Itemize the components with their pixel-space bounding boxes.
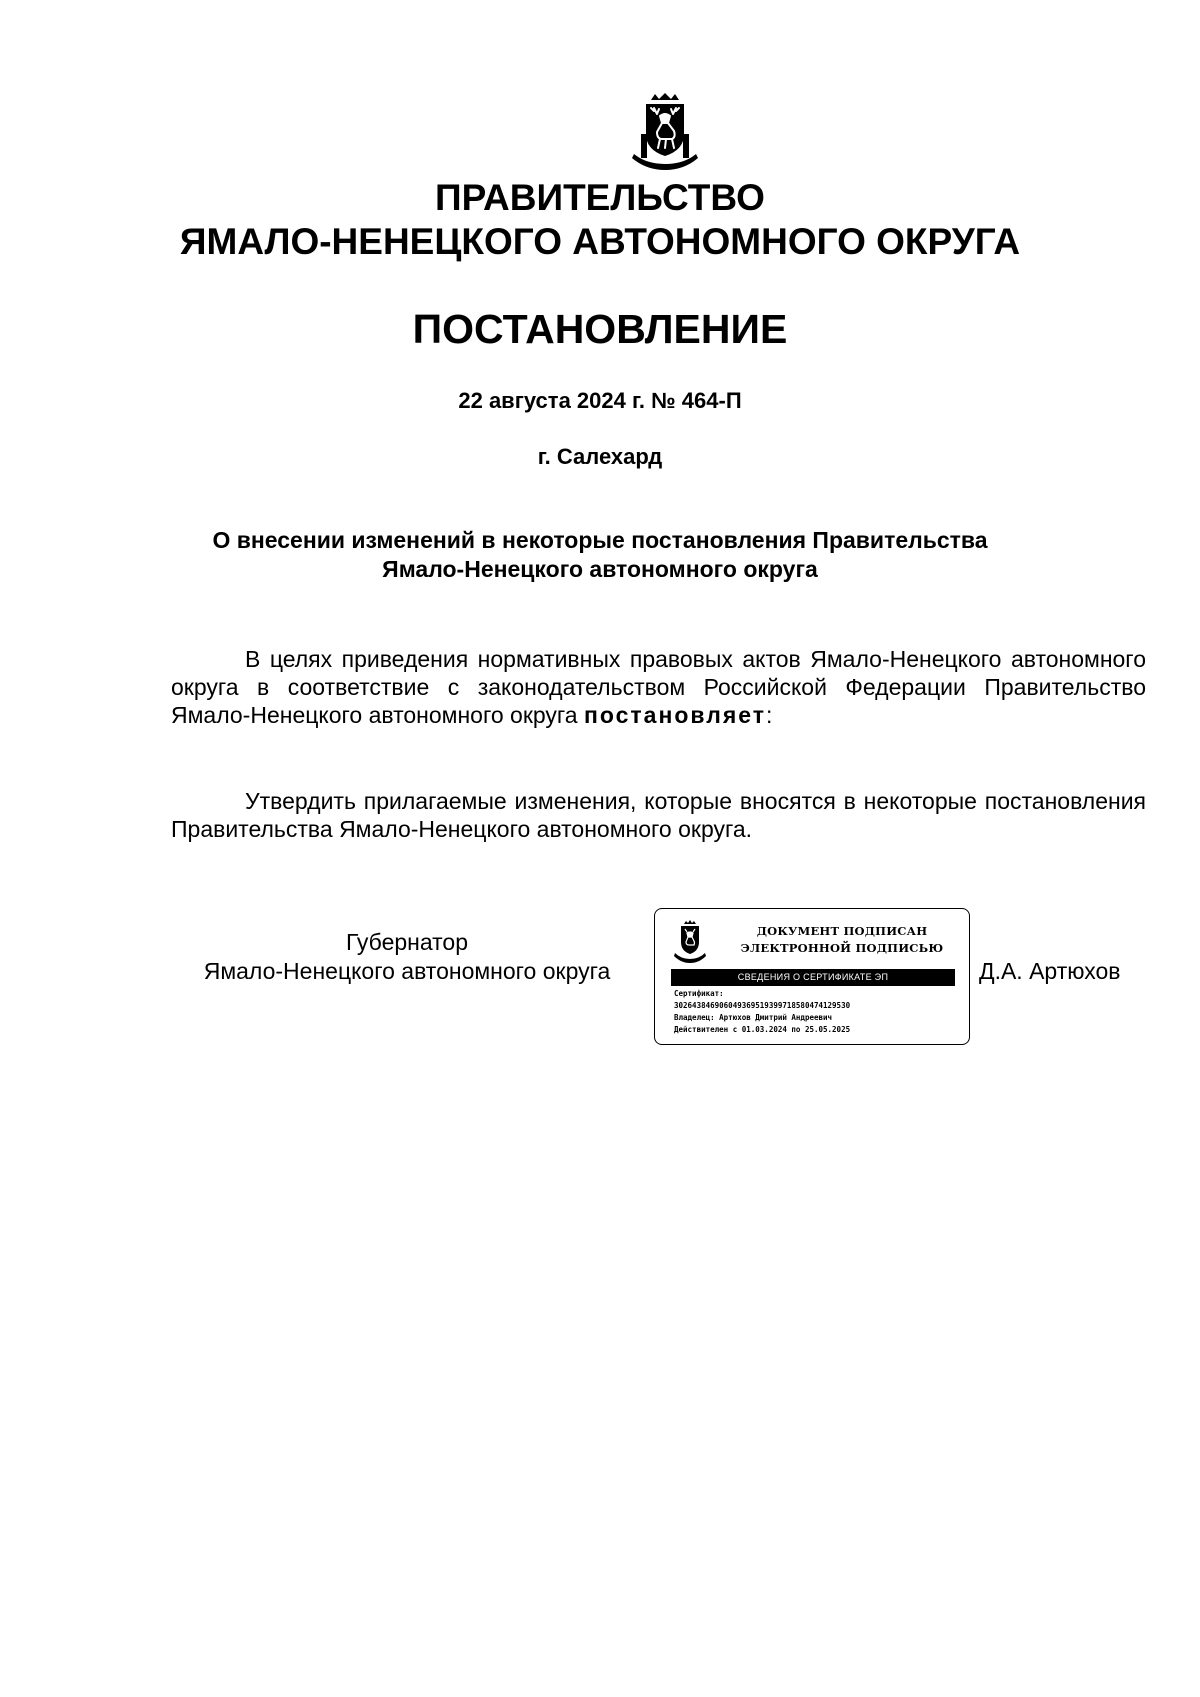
stamp-heading-line2: ЭЛЕКТРОННОЙ ПОДПИСЬЮ: [740, 941, 944, 955]
electronic-signature-stamp: [654, 908, 970, 1045]
subject-line1: О внесении изменений в некоторые постановления Правительства: [212, 527, 988, 553]
organization-name-line1: ПРАВИТЕЛЬСТВО: [435, 177, 765, 218]
stamp-heading: [717, 923, 967, 957]
document-type-title: ПОСТАНОВЛЕНИЕ: [412, 306, 788, 352]
document-subject: [150, 526, 1050, 584]
preamble-text: В целях приведения нормативных правовых актов Ямало-Ненецкого автономного округа в соответствие с законодательством Российской Федерации Правительство Ямало-Ненецкого автономного округа: [171, 646, 1146, 728]
signatory-position: Губернатор: [345, 929, 469, 955]
certificate-label: Сертификат:: [674, 989, 724, 998]
preamble-colon: :: [766, 702, 773, 728]
signatory-title: [172, 928, 642, 986]
organization-name-line2: ЯМАЛО-НЕНЕЦКОГО АВТОНОМНОГО ОКРУГА: [179, 221, 1021, 262]
subject-line2: Ямало-Ненецкого автономного округа: [382, 556, 818, 582]
resolution-paragraph: Утвердить прилагаемые изменения, которые вносятся в некоторые постановления Правительства Ямало-Ненецкого автономного округа.: [171, 788, 1146, 842]
coat-of-arms-icon: [624, 92, 706, 172]
certificate-owner: Владелец: Артюхов Дмитрий Андреевич: [674, 1013, 833, 1022]
stamp-heading-line1: ДОКУМЕНТ ПОДПИСАН: [756, 924, 928, 938]
signatory-name: Д.А. Артюхов: [979, 958, 1121, 984]
preamble-paragraph: [171, 645, 1146, 729]
certificate-number: 302643846906049369519399718580474129530: [674, 1001, 851, 1010]
document-date-number: 22 августа 2024 г. № 464-П: [458, 388, 742, 413]
certificate-details: [674, 988, 964, 1036]
certificate-validity: Действителен с 01.03.2024 по 25.05.2025: [674, 1025, 851, 1034]
certificate-info-bar: СВЕДЕНИЯ О СЕРТИФИКАТЕ ЭП: [671, 969, 955, 986]
stamp-coat-of-arms-icon: [672, 920, 708, 964]
signatory-region: Ямало-Ненецкого автономного округа: [203, 958, 611, 984]
decree-keyword: постановляет: [583, 702, 767, 728]
document-city: г. Салехард: [537, 444, 663, 469]
